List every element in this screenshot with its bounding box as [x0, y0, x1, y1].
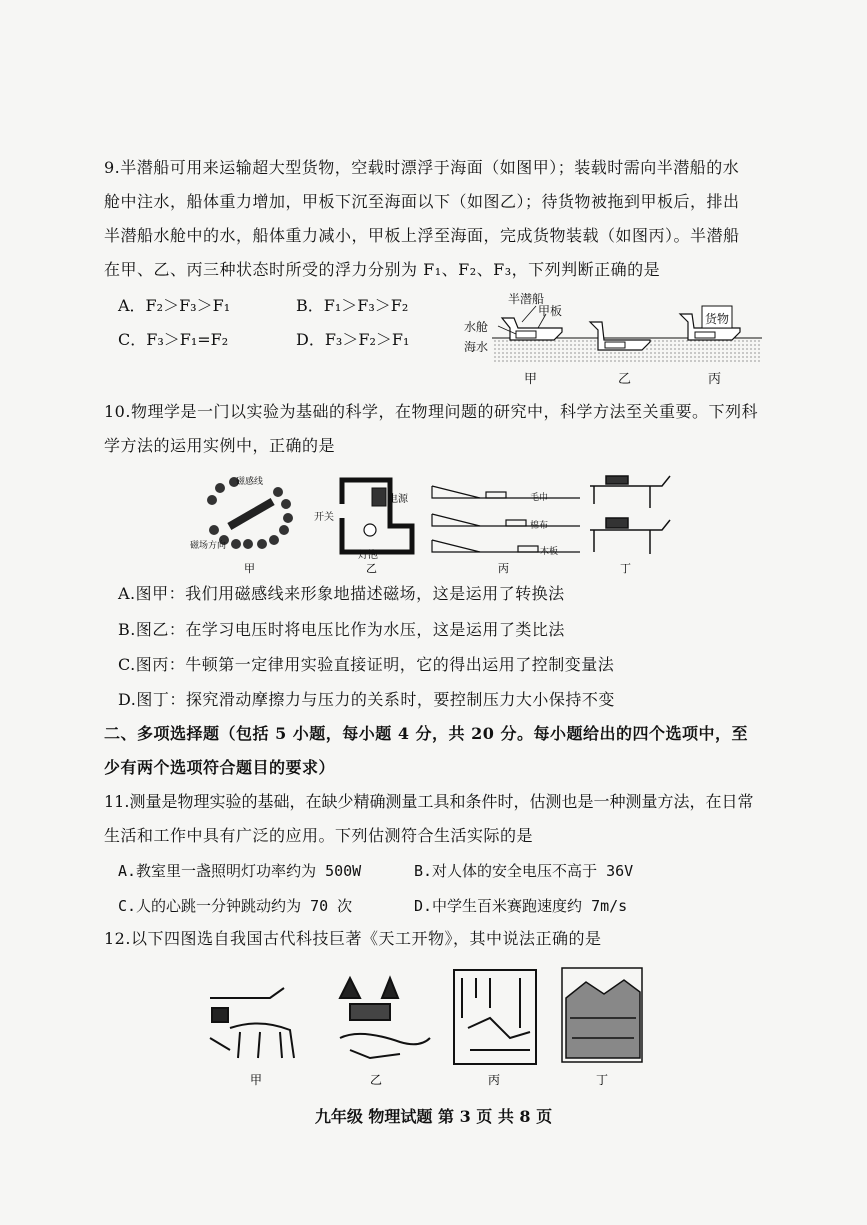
- q12-figures: [200, 958, 660, 1088]
- q10-option-d: D.图丁：探究滑动摩擦力与压力的关系时，要控制压力大小保持不变: [118, 690, 615, 709]
- q10-line-2: 学方法的运用实例中，正确的是: [104, 436, 336, 455]
- q11-line-1: 11.测量是物理实验的基础，在缺少精确测量工具和条件时，估测也是一种测量方法，在日常: [104, 792, 754, 811]
- q12-line: 12.以下四图选自我国古代科技巨著《天工开物》，其中说法正确的是: [104, 929, 602, 948]
- page-footer: 九年级 物理试题 第 3 页 共 8 页: [314, 1107, 553, 1126]
- figure-jia-ox-plough: [210, 988, 294, 1058]
- figure-bing-slopes: [432, 486, 580, 552]
- label-sea: 海水: [464, 340, 489, 354]
- caption-bing: 丙: [708, 372, 722, 387]
- label-switch: 开关: [314, 512, 334, 523]
- caption-jia: 甲: [524, 372, 538, 387]
- q12-figure-svg: [200, 958, 660, 1088]
- label-magnet: 磁感线: [236, 477, 264, 487]
- q11-option-b: B.对人体的安全电压不高于 36V: [414, 862, 634, 880]
- caption-q10-ding: 丁: [620, 562, 631, 575]
- q10-line-1: 10.物理学是一门以实验为基础的科学，在物理问题的研究中，科学方法至关重要。下列科: [104, 402, 758, 421]
- figure-ding-landscape: [562, 968, 642, 1062]
- caption-q10-yi: 乙: [366, 562, 377, 575]
- q9-option-c: C．F₃＞F₁=F₂: [118, 330, 229, 349]
- ship-yi-tank: [605, 342, 625, 348]
- q9-figure-ships: [462, 288, 762, 388]
- label-deck: 甲板: [538, 304, 563, 318]
- label-bulb: 灯泡: [358, 550, 378, 561]
- label-cotton: 棉布: [530, 521, 549, 531]
- caption-q12-jia: 甲: [250, 1073, 263, 1087]
- q9-option-b: B．F₁＞F₃＞F₂: [296, 296, 409, 315]
- figure-bing-farm: [454, 970, 536, 1064]
- ship-jia-tank: [516, 331, 536, 338]
- label-towel: 毛巾: [530, 493, 549, 503]
- label-source: 电源: [388, 494, 408, 505]
- q11-option-c: C.人的心跳一分钟跳动约为 70 次: [118, 897, 353, 915]
- label-ship: 半潜船: [508, 292, 545, 306]
- caption-q10-bing: 丙: [498, 562, 509, 575]
- caption-yi: 乙: [618, 372, 632, 387]
- q10-figure-svg: [190, 468, 682, 576]
- label-tank: 水舱: [464, 320, 489, 334]
- q9-option-d: D．F₃＞F₂＞F₁: [296, 330, 410, 349]
- caption-q10-jia: 甲: [244, 562, 255, 575]
- bulb-icon: [364, 524, 376, 536]
- label-cargo: 货物: [705, 312, 730, 326]
- q11-option-a: A.教室里一盏照明灯功率约为 500W: [118, 862, 362, 880]
- q10-option-a: A.图甲：我们用磁感线来形象地描述磁场，这是运用了转换法: [118, 584, 565, 603]
- q9-option-a: A．F₂＞F₃＞F₁: [118, 296, 231, 315]
- figure-ding-tables: [590, 476, 670, 554]
- caption-q12-yi: 乙: [370, 1073, 383, 1087]
- q10-figures: [190, 468, 682, 576]
- label-direction: 磁场方向: [190, 541, 227, 551]
- caption-q12-ding: 丁: [596, 1073, 609, 1087]
- figure-yi-workers: [340, 978, 430, 1058]
- q11-option-d: D.中学生百米赛跑速度约 7m/s: [414, 897, 628, 915]
- section-2-heading-line-2: 少有两个选项符合题目的要求）: [104, 758, 336, 777]
- q10-option-c: C.图丙：牛顿第一定律用实验直接证明，它的得出运用了控制变量法: [118, 655, 615, 674]
- q9-line-1: 9.半潜船可用来运输超大型货物，空载时漂浮于海面（如图甲）；装载时需向半潜船的水: [104, 158, 740, 177]
- caption-q12-bing: 丙: [488, 1073, 501, 1087]
- section-2-heading-line-1: 二、多项选择题（包括 5 小题，每小题 4 分，共 20 分。每小题给出的四个选项中，至: [104, 724, 748, 743]
- q9-line-4: 在甲、乙、丙三种状态时所受的浮力分别为 F₁、F₂、F₃，下列判断正确的是: [104, 260, 661, 279]
- q10-option-b: B.图乙：在学习电压时将电压比作为水压，这是运用了类比法: [118, 620, 565, 639]
- q11-line-2: 生活和工作中具有广泛的应用。下列估测符合生活实际的是: [104, 826, 534, 845]
- q9-line-2: 舱中注水，船体重力增加，甲板下沉至海面以下（如图乙）；待货物被拖到甲板后，排出: [104, 192, 740, 211]
- q9-line-3: 半潜船水舱中的水，船体重力减小，甲板上浮至海面，完成货物装载（如图丙）。半潜船: [104, 226, 740, 245]
- label-board: 木板: [540, 547, 559, 557]
- ship-bing-tank: [695, 332, 715, 338]
